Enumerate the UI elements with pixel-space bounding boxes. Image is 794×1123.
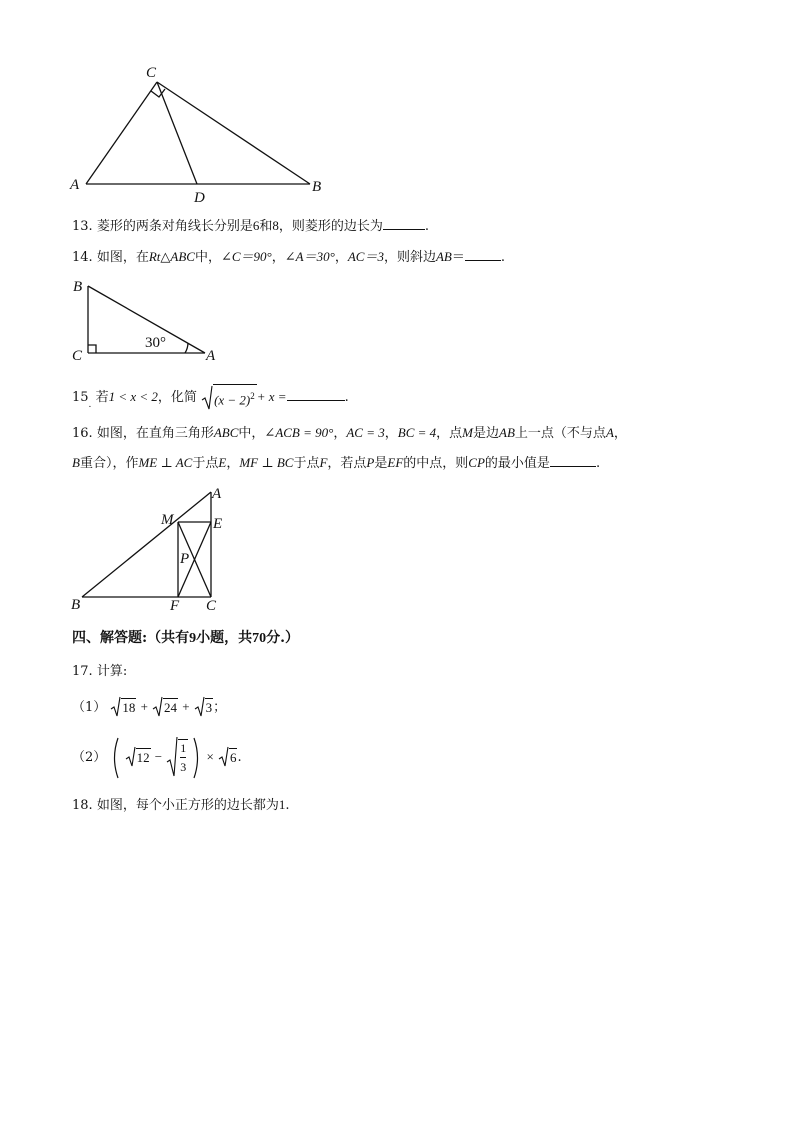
label-b: B (312, 179, 322, 195)
radical-sign-icon (194, 696, 205, 718)
label-e: E (213, 516, 223, 532)
label-c: C (146, 65, 157, 81)
right-paren-icon (192, 736, 202, 780)
label-a: A (212, 486, 222, 502)
label-b: B (71, 597, 81, 613)
triangle-figure-abc (60, 58, 350, 208)
radical-sign-icon (125, 746, 136, 768)
radical-sign-icon (152, 696, 163, 718)
sqrt-expression: $(x - 2)^2$ (201, 384, 257, 411)
radical-sign-icon (218, 746, 229, 768)
answer-blank[interactable] (287, 386, 345, 401)
problem-16-line-2: B重合），作ME ⊥ AC于点E，MF ⊥ BC于点F，若点P是EF的中点，则CP的最小值是 . (72, 452, 600, 474)
label-d: D (194, 190, 205, 206)
label-b: B (73, 279, 83, 295)
sqrt-fraction: $\frac{1}{3}$ (166, 735, 188, 781)
answer-blank[interactable] (465, 246, 501, 261)
label-c: C (72, 348, 83, 364)
problem-17-part-2: （2） 12 − $\frac{1}{3}$ × 6. (72, 734, 242, 781)
label-f: F (170, 598, 180, 614)
radical-sign-icon (166, 736, 178, 778)
answer-blank[interactable] (383, 215, 425, 230)
label-c: C (206, 598, 217, 614)
figure-lines (82, 492, 211, 597)
rectangle-in-triangle-figure (66, 482, 236, 614)
left-paren-icon (110, 736, 120, 780)
problem-15: $15_.$ 若1 < x < 2，化简 $(x - 2)^2 + x$ = . (72, 384, 349, 418)
radical-sign-icon (201, 385, 213, 411)
problem-16-line-1: 16. 如图，在直角三角形ABC中，∠ACB = 90°，AC = 3，BC = 4，点M是边AB上一点（不与点A， (72, 425, 627, 441)
label-m: M (161, 512, 174, 528)
label-p: P (180, 551, 190, 567)
label-a: A (206, 348, 216, 364)
problem-13: 13. 菱形的两条对角线长分别是6和8，则菱形的边长为 . (72, 215, 429, 237)
problem-18: 18. 如图，每个小正方形的边长都为1. (72, 797, 290, 813)
problem-14: 14. 如图，在Rt△ABC中，∠C＝90°，∠A＝30°，AC＝3，则斜边AB＝ . (72, 246, 505, 268)
problem-17: 17. 计算: (72, 664, 128, 679)
right-triangle-figure (66, 274, 226, 366)
triangle-outline (86, 82, 310, 184)
answer-blank[interactable] (550, 452, 596, 467)
angle-label: 30° (145, 335, 166, 351)
problem-17-part-1: （1） 18 + 24 + 3； (72, 694, 226, 721)
section-heading: 四、解答题:（共有9小题，共70分.） (72, 630, 300, 646)
radical-sign-icon (110, 696, 121, 718)
label-a: A (70, 177, 80, 193)
